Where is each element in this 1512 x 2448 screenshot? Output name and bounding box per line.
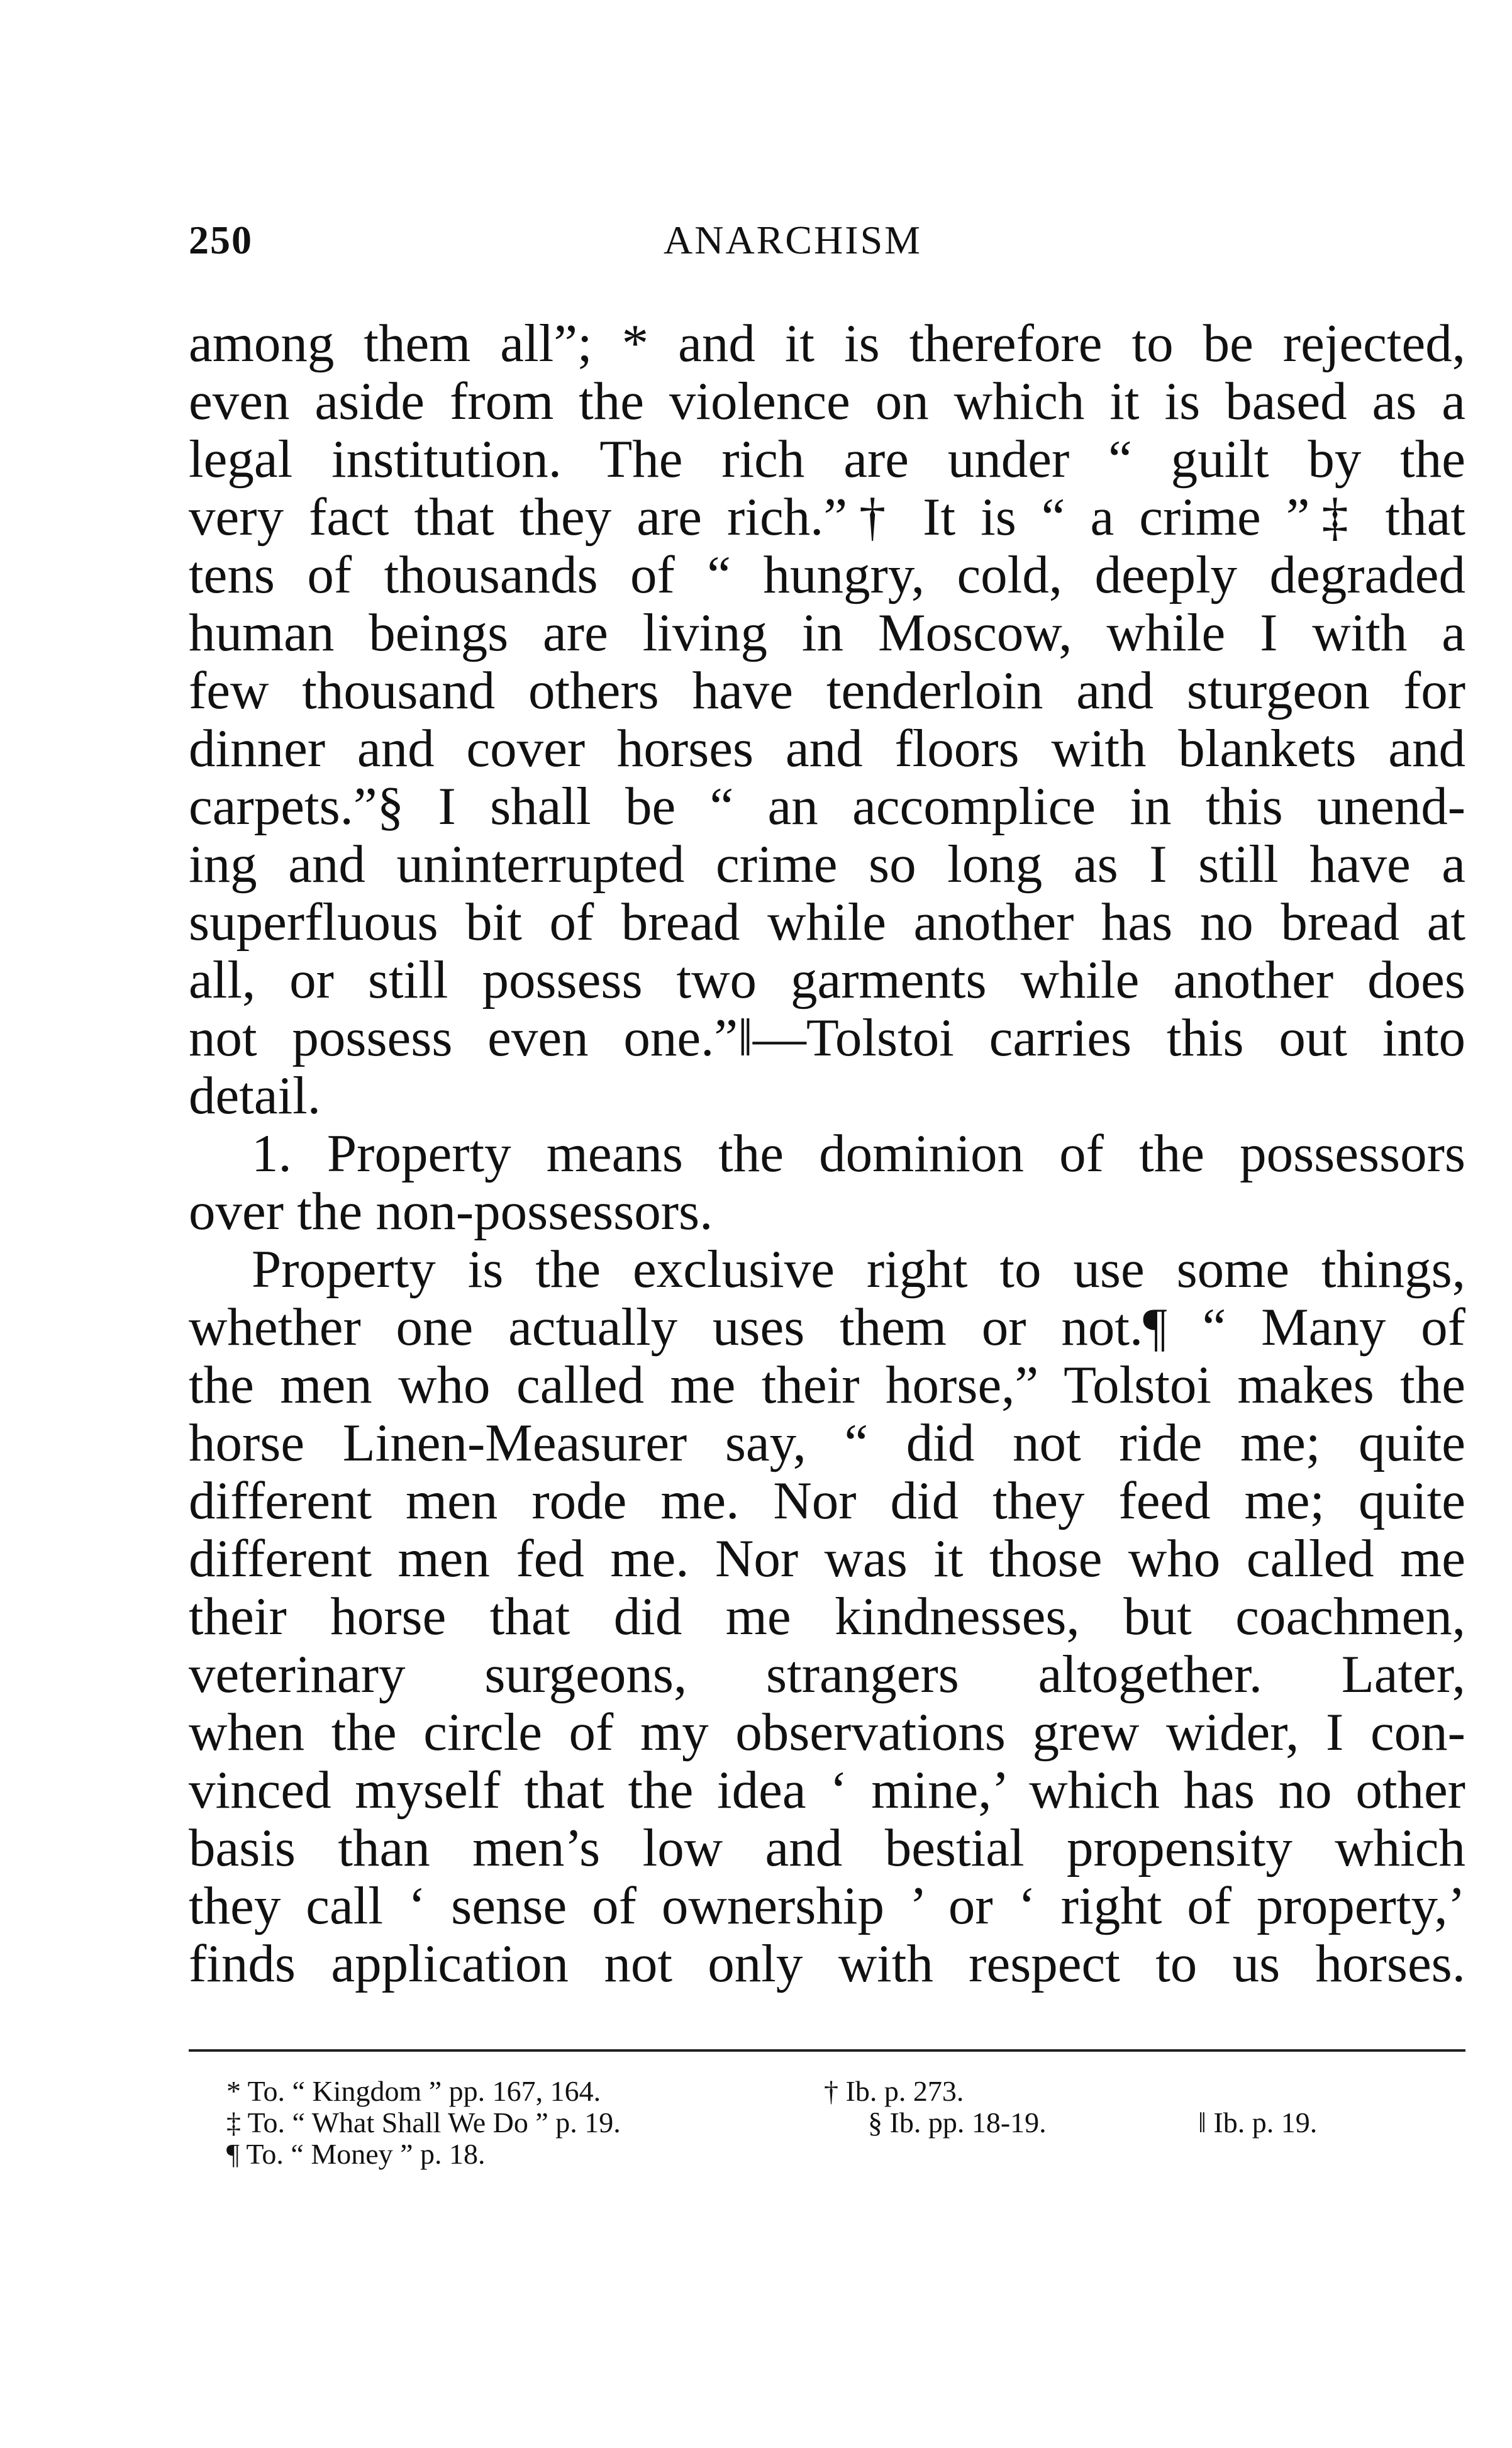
- text-line: the men who called me their horse,” Tolstoi makes the: [189, 1355, 1465, 1415]
- footnote-line: [226, 2076, 1421, 2107]
- text-line: their horse that did me kindnesses, but coachmen,: [189, 1587, 1465, 1646]
- text-line: finds application not only with respect to us horses.: [189, 1934, 1465, 1993]
- text-line: even aside from the violence on which it is based as a: [189, 372, 1465, 431]
- text-line: human beings are living in Moscow, while I with a: [189, 603, 1465, 662]
- text-line: legal institution. The rich are under “ guilt by the: [189, 430, 1465, 489]
- text-line: different men rode me. Nor did they feed me; quite: [189, 1471, 1465, 1530]
- text-line: Property is the exclusive right to use some things,: [252, 1240, 1465, 1299]
- footnote-money: ¶ To. “ Money ” p. 18.: [226, 2138, 486, 2170]
- footnotes: [226, 2076, 1421, 2170]
- text-line: among them all”; * and it is therefore to be rejected,: [189, 314, 1465, 373]
- text-line: tens of thousands of “ hungry, cold, deeply degraded: [189, 545, 1465, 604]
- text-line: horse Linen-Measurer say, “ did not ride me; quite: [189, 1413, 1465, 1472]
- page-number: 250: [189, 218, 253, 262]
- text-line: carpets.”§ I shall be “ an accomplice in this unend-: [189, 777, 1465, 836]
- footnote-what-shall-we-do: ‡ To. “ What Shall We Do ” p. 19.: [226, 2106, 621, 2139]
- text-line: when the circle of my observations grew wider, I con-: [189, 1703, 1465, 1762]
- text-line: detail.: [189, 1066, 321, 1125]
- footnote-line: [226, 2107, 1421, 2139]
- footnote-rule: [189, 2049, 1465, 2052]
- footnote-ib-273: † Ib. p. 273.: [824, 2075, 964, 2107]
- page-header: [189, 217, 1465, 267]
- text-line: not possess even one.”‖—Tolstoi carries this out into: [189, 1008, 1465, 1067]
- text-line: very fact that they are rich.”† It is “ a crime ”‡ that: [189, 487, 1465, 547]
- text-line: vinced myself that the idea ‘ mine,’ which has no other: [189, 1761, 1465, 1820]
- text-line: few thousand others have tenderloin and sturgeon for: [189, 661, 1465, 720]
- footnote-ib-19: ‖ Ib. p. 19.: [1198, 2106, 1318, 2139]
- text-line: 1. Property means the dominion of the possessors: [252, 1124, 1465, 1183]
- footnote-kingdom: * To. “ Kingdom ” pp. 167, 164.: [226, 2075, 601, 2107]
- text-line: basis than men’s low and bestial propensity which: [189, 1818, 1465, 1878]
- text-line: veterinary surgeons, strangers altogether. Later,: [189, 1645, 1465, 1704]
- text-line: they call ‘ sense of ownership ’ or ‘ right of property,’: [189, 1876, 1465, 1935]
- text-line: all, or still possess two garments while another does: [189, 950, 1465, 1010]
- text-line: ing and uninterrupted crime so long as I still have a: [189, 835, 1465, 894]
- text-line: over the non-possessors.: [189, 1182, 713, 1241]
- body-text: [189, 314, 1465, 1993]
- footnote-ib-18-19: § Ib. pp. 18-19.: [868, 2106, 1047, 2139]
- text-line: superfluous bit of bread while another has no bread at: [189, 893, 1465, 952]
- running-head: ANARCHISM: [664, 218, 923, 262]
- text-line: whether one actually uses them or not.¶ “ Many of: [189, 1298, 1465, 1357]
- text-line: dinner and cover horses and floors with blankets and: [189, 719, 1465, 778]
- footnote-line: [226, 2139, 1421, 2170]
- text-line: different men fed me. Nor was it those who called me: [189, 1529, 1465, 1588]
